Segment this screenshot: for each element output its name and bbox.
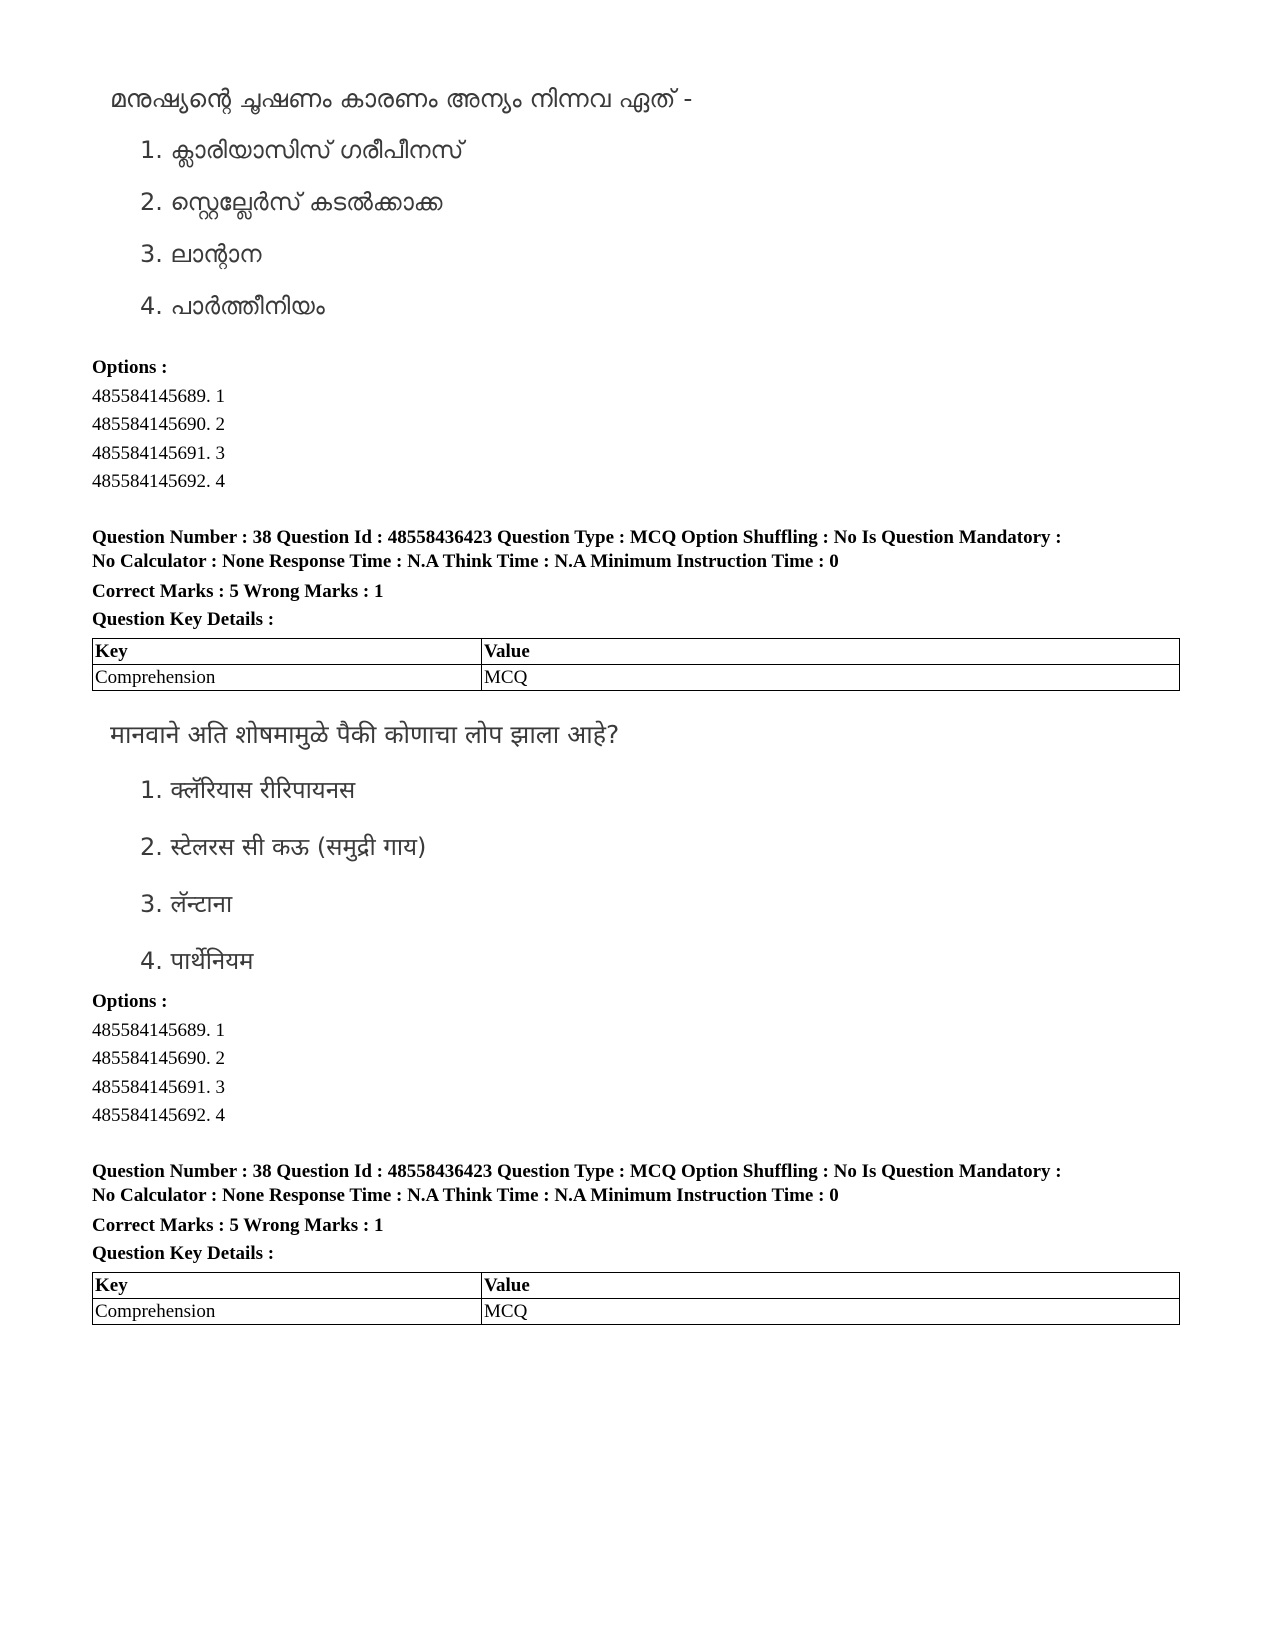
question-meta-section: [92, 526, 1180, 691]
table-header-key: Key: [93, 639, 482, 665]
options-section: [92, 354, 1180, 497]
question-image-marathi: [110, 717, 619, 977]
options-label: Options :: [92, 357, 168, 378]
key-details-label: Question Key Details :: [92, 609, 275, 630]
option-item: 485584145690. 2: [92, 414, 225, 435]
question-meta-line: No Calculator : None Response Time : N.A Think Time : N.A Minimum Instruction Time : 0: [92, 551, 839, 572]
table-header-row: [93, 1273, 1180, 1299]
question-stem: मानवाने अति शोषमामुळे पैकी कोणाचा लोप झाला आहे?: [110, 720, 620, 749]
question-choice-3: 3. ലാന്റാന: [140, 240, 262, 268]
option-item: 485584145692. 4: [92, 471, 225, 492]
question-choice-2: 2. स्टेलरस सी कऊ (समुद्री गाय): [140, 833, 427, 861]
question-choice-3: 3. लॅन्टाना: [140, 890, 233, 918]
question-meta-line: Question Number : 38 Question Id : 48558436423 Question Type : MCQ Option Shuffling : No Is Question Mandatory :: [92, 527, 1062, 548]
table-header-value: Value: [482, 1273, 1180, 1299]
table-row: [93, 1299, 1180, 1325]
option-item: 485584145689. 1: [92, 1019, 225, 1041]
option-item: 485584145692. 4: [92, 1105, 225, 1126]
option-item: 485584145691. 3: [92, 442, 225, 464]
table-cell-key: Comprehension: [93, 1299, 482, 1325]
table-header-key: Key: [93, 1273, 482, 1299]
table-header-row: [93, 639, 1180, 665]
table-cell-value: MCQ: [482, 1299, 1180, 1325]
option-item: 485584145689. 1: [92, 385, 225, 407]
question-stem: മനുഷ്യന്റെ ചൂഷണം കാരണം അന്യം നിന്നവ ഏത് -: [110, 84, 693, 113]
marks-line: Correct Marks : 5 Wrong Marks : 1: [92, 581, 384, 602]
question-meta-line: Question Number : 38 Question Id : 48558436423 Question Type : MCQ Option Shuffling : No Is Question Mandatory :: [92, 1161, 1062, 1182]
question-choice-1: 1. ക്ലാരിയാസിസ് ഗരീപീനസ്: [140, 136, 464, 164]
question-choice-4: 4. പാർത്തീനിയം: [140, 292, 325, 320]
table-cell-value: MCQ: [482, 665, 1180, 691]
question-meta-section: [92, 1160, 1180, 1325]
question-image-malayalam: [110, 84, 692, 320]
marks-line: Correct Marks : 5 Wrong Marks : 1: [92, 1215, 384, 1236]
options-label: Options :: [92, 991, 168, 1012]
question-choice-1: 1. क्लॅरियास रीरिपायनस: [140, 776, 356, 804]
option-item: 485584145691. 3: [92, 1076, 225, 1098]
key-details-label: Question Key Details :: [92, 1243, 275, 1264]
question-choice-4: 4. पार्थेनियम: [140, 947, 254, 975]
options-section: [92, 988, 1180, 1131]
table-cell-key: Comprehension: [93, 665, 482, 691]
key-details-table: [92, 638, 1180, 691]
question-choice-2: 2. സ്റ്റെല്ലേർസ് കടൽക്കാക്ക: [140, 188, 443, 216]
option-item: 485584145690. 2: [92, 1048, 225, 1069]
table-row: [93, 665, 1180, 691]
question-meta-line: No Calculator : None Response Time : N.A Think Time : N.A Minimum Instruction Time : 0: [92, 1185, 839, 1206]
key-details-table: [92, 1272, 1180, 1325]
table-header-value: Value: [482, 639, 1180, 665]
